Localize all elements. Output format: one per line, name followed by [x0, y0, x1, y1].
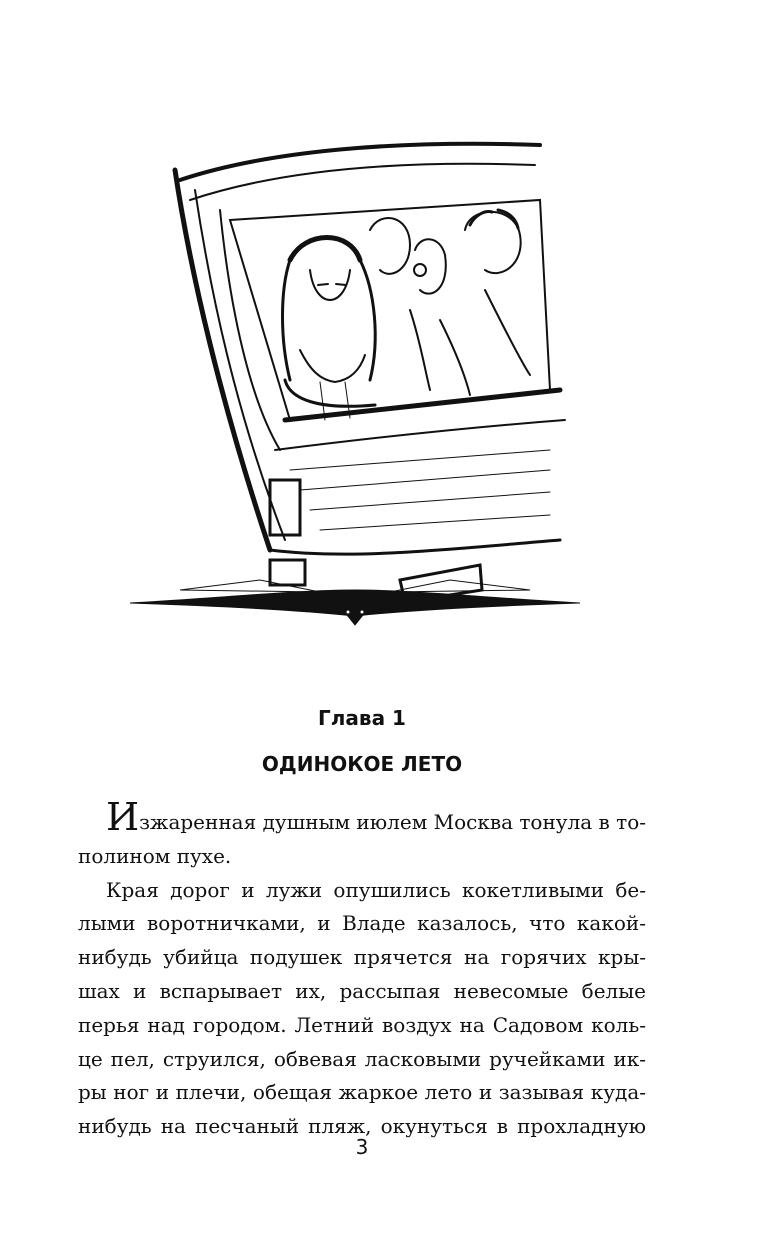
chapter-illustration	[120, 120, 590, 640]
text-line: Края дорог и лужи опушились кокетливыми бе-	[106, 877, 646, 902]
text-line: шах и вспарывает их, рассыпая невесомые белые	[78, 978, 646, 1003]
text-line: нибудь убийца подушек прячется на горячих кры-	[78, 945, 646, 970]
text-line: нибудь на песчаный пляж, окунуться в прохладную	[78, 1114, 646, 1139]
chapter-label: Глава 1	[318, 706, 406, 730]
text-line: ры ног и плечи, обещая жаркое лето и зазывая куда-	[78, 1080, 646, 1105]
chapter-title: ОДИНОКОЕ ЛЕТО	[261, 752, 463, 776]
text-line: перья над городом. Летний воздух на Садовом коль-	[78, 1012, 646, 1037]
text-line: полином пухе.	[78, 843, 232, 868]
text-line: Изжаренная душным июлем Москва тонула в то-	[106, 795, 647, 839]
body-text	[78, 795, 647, 1144]
text-line: лыми воротничками, и Владе казалось, что какой-	[78, 911, 646, 936]
drop-cap: И	[106, 795, 140, 839]
text-line: це пел, струился, обвевая ласковыми ручейками ик-	[78, 1046, 646, 1071]
page-number: 3	[355, 1135, 369, 1159]
